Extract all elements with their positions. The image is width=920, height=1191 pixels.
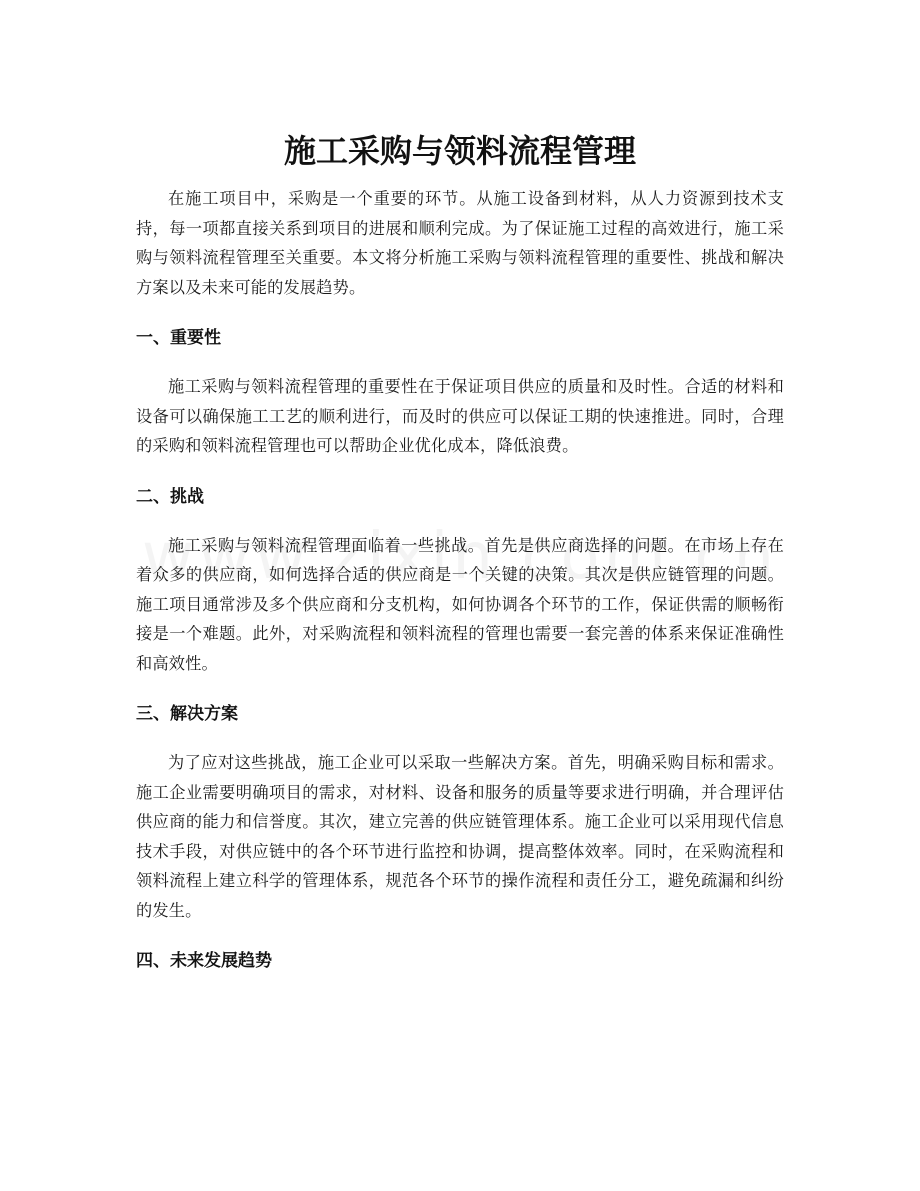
section-paragraph-solutions: 为了应对这些挑战，施工企业可以采取一些解决方案。首先，明确采购目标和需求。施工企业需要明确项目的需求，对材料、设备和服务的质量等要求进行明确，并合理评估供应商的能力和信誉度。其次，建立完善的供应链管理体系。施工企业可以采用现代信息技术手段，对供应链中的各个环节进行监控和协调，提高整体效率。同时，在采购流程和领料流程上建立科学的管理体系，规范各个环节的操作流程和责任分工，避免疏漏和纠纷的发生。 [136,753,784,920]
intro-paragraph: 在施工项目中，采购是一个重要的环节。从施工设备到材料，从人力资源到技术支持，每一项都直接关系到项目的进展和顺利完成。为了保证施工过程的高效进行，施工采购与领料流程管理至关重要。本文将分析施工采购与领料流程管理的重要性、挑战和解决方案以及未来可能的发展趋势。 [136,189,784,297]
section-heading-challenges: 二、挑战 [136,486,204,507]
document-body [136,184,784,975]
section-paragraph-importance: 施工采购与领料流程管理的重要性在于保证项目供应的质量和及时性。合适的材料和设备可以确保施工工艺的顺利进行，而及时的供应可以保证工期的快速推进。同时，合理的采购和领料流程管理也可以帮助企业优化成本，降低浪费。 [136,377,784,455]
section-heading-importance: 一、重要性 [136,328,221,348]
page-title: 施工采购与领料流程管理 [283,132,636,171]
section-heading-solutions: 三、解决方案 [136,704,238,724]
section-paragraph-challenges: 施工采购与领料流程管理面临着一些挑战。首先是供应商选择的问题。在市场上存在着众多的供应商，如何选择合适的供应商是一个关键的决策。其次是供应链管理的问题。施工项目通常涉及多个供应商和分支机构，如何协调各个环节的工作，保证供需的顺畅衔接是一个难题。此外，对采购流程和领料流程的管理也需要一套完善的体系来保证准确性和高效性。 [136,535,784,673]
section-heading-future-trends: 四、未来发展趋势 [136,951,272,971]
